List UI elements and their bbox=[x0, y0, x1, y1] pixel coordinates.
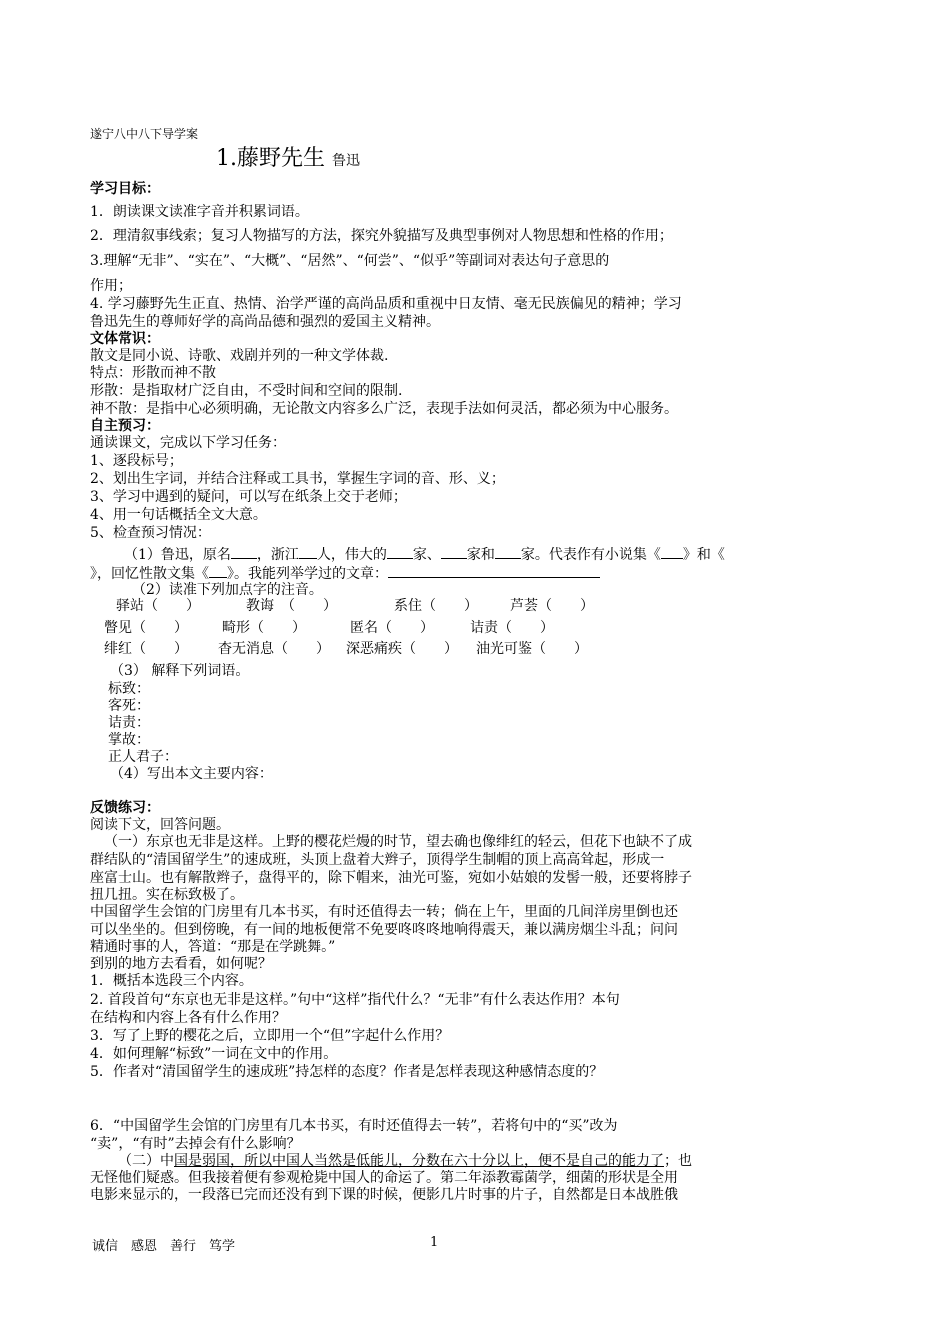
task-item: 2、划出生字词，并结合注释或工具书，掌握生字词的音、形、义； bbox=[90, 471, 505, 487]
pinyin-item: 芦荟（ ） bbox=[510, 598, 594, 614]
vocab-term: 正人君子： bbox=[108, 749, 178, 765]
exercise-question-cont: 在结构和内容上各有什么作用？ bbox=[90, 1010, 286, 1026]
answer-blank[interactable] bbox=[231, 545, 257, 559]
answer-blank[interactable] bbox=[661, 545, 683, 559]
feedback-intro: 阅读下文，回答问题。 bbox=[90, 817, 230, 833]
exercise-question: 2. 首段首句“东京也无非是这样。”句中“这样”指代什么？“无非”有什么表达作用？本句 bbox=[90, 992, 620, 1008]
pinyin-item: 绯红（ ） bbox=[104, 641, 188, 657]
pinyin-item: 系住（ ） bbox=[394, 598, 478, 614]
task-item: 4、用一句话概括全文大意。 bbox=[90, 507, 267, 523]
fill-blank-question-cont: 》，回忆性散文集《 》。我能列举学过的文章： bbox=[90, 564, 600, 582]
answer-blank[interactable] bbox=[299, 545, 317, 559]
goals-heading: 学习目标： bbox=[90, 181, 160, 197]
exercise-question: 1．概括本选段三个内容。 bbox=[90, 973, 253, 989]
passage-line: 到别的地方去看看，如何呢？ bbox=[90, 956, 272, 972]
pinyin-question: （2）读准下列加点字的注音。 bbox=[132, 582, 323, 598]
author-name: 鲁迅 bbox=[332, 153, 360, 169]
answer-blank[interactable] bbox=[441, 545, 467, 559]
goal-4-cont: 鲁迅先生的尊师好学的高尚品德和强烈的爱国主义精神。 bbox=[90, 314, 440, 330]
passage-line: （二）中国是弱国，所以中国人当然是低能儿，分数在六十分以上，便不是自己的能力了；也 bbox=[118, 1153, 692, 1169]
pinyin-item: 杳无消息（ ） bbox=[218, 641, 330, 657]
vocab-question: （3） 解释下列词语。 bbox=[110, 663, 250, 679]
summary-question: （4）写出本文主要内容： bbox=[110, 766, 273, 782]
passage-line: 电影来显示的，一段落已完而还没有到下课的时候，便影几片时事的片子，自然都是日本战胜俄 bbox=[90, 1187, 678, 1203]
feedback-heading: 反馈练习： bbox=[90, 800, 160, 816]
exercise-question: 3．写了上野的樱花之后，立即用一个“但”字起什么作用？ bbox=[90, 1028, 450, 1044]
genre-line: 特点：形散而神不散 bbox=[90, 365, 216, 381]
page-title bbox=[216, 146, 360, 174]
exercise-question-cont: “卖”，“有时”去掉会有什么影响？ bbox=[90, 1136, 301, 1152]
genre-line: 形散：是指取材广泛自由，不受时间和空间的限制. bbox=[90, 383, 403, 399]
genre-line: 散文是同小说、诗歌、戏剧并列的一种文学体裁. bbox=[90, 348, 389, 364]
task-item: 3、学习中遇到的疑问，可以写在纸条上交于老师； bbox=[90, 489, 407, 505]
exercise-question: 4．如何理解“标致”一词在文中的作用。 bbox=[90, 1046, 338, 1062]
genre-heading: 文体常识： bbox=[90, 331, 160, 347]
goal-2: 2．理清叙事线索；复习人物描写的方法，探究外貌描写及典型事例对人物思想和性格的作用； bbox=[90, 228, 673, 244]
passage-line: 无怪他们疑惑。但我接着便有参观枪毙中国人的命运了。第二年添教霉菌学，细菌的形状是全用 bbox=[90, 1170, 678, 1186]
passage-line: 群结队的“清国留学生”的速成班，头顶上盘着大辫子，顶得学生制帽的顶上高高耸起，形成一 bbox=[90, 852, 665, 868]
pinyin-item: 深恶痛疾（ ） bbox=[346, 641, 458, 657]
school-header: 遂宁八中八下导学案 bbox=[90, 127, 199, 141]
goal-3-cont: 作用； bbox=[90, 278, 132, 294]
pinyin-item: 瞥见（ ） bbox=[104, 620, 188, 636]
goal-4: 4. 学习藤野先生正直、热情、治学严谨的高尚品质和重视中日友情、毫无民族偏见的精神；学习 bbox=[90, 296, 682, 312]
goal-1: 1．朗读课文读准字音并积累词语。 bbox=[90, 204, 309, 220]
genre-line: 神不散：是指中心必须明确，无论散文内容多么广泛，表现手法如何灵活，都必须为中心服务。 bbox=[90, 401, 678, 417]
goal-3: 3.理解“无非”、“实在”、“大概”、“居然”、“何尝”、“似乎”等副词对表达句子意思的 bbox=[90, 253, 610, 269]
footer-motto: 诚信 感恩 善行 笃学 bbox=[92, 1239, 236, 1254]
passage-line: 可以坐坐的。但到傍晚，有一间的地板便常不免要咚咚咚地响得震天，兼以满房烟尘斗乱；问问 bbox=[90, 922, 678, 938]
vocab-term: 诘责： bbox=[108, 715, 150, 731]
pinyin-item: 驿站（ ） bbox=[116, 598, 200, 614]
answer-blank[interactable] bbox=[387, 545, 413, 559]
exercise-question: 6．“中国留学生会馆的门房里有几本书买，有时还值得去一转”，若将句中的“买”改为 bbox=[90, 1118, 618, 1134]
passage-line: （一）东京也无非是这样。上野的樱花烂熳的时节，望去确也像绯红的轻云，但花下也缺不了成 bbox=[104, 834, 692, 850]
underlined-sentence: 国是弱国，所以中国人当然是低能儿，分数在六十分以上，便不是自己的能力了 bbox=[174, 1153, 664, 1169]
pinyin-item: 油光可鉴（ ） bbox=[476, 641, 588, 657]
passage-line: 精通时事的人，答道：“那是在学跳舞。” bbox=[90, 939, 336, 955]
passage-line: 扭几扭。实在标致极了。 bbox=[90, 887, 244, 903]
vocab-term: 客死： bbox=[108, 698, 150, 714]
vocab-term: 掌故： bbox=[108, 732, 150, 748]
preview-heading: 自主预习： bbox=[90, 418, 160, 434]
exercise-question: 5．作者对“清国留学生的速成班”持怎样的态度？作者是怎样表现这种感情态度的？ bbox=[90, 1064, 604, 1080]
task-item: 5、检查预习情况： bbox=[90, 525, 211, 541]
title-text: 1.藤野先生 bbox=[216, 146, 325, 171]
answer-blank[interactable] bbox=[209, 564, 227, 578]
pinyin-item: 教诲 （ ） bbox=[246, 598, 337, 614]
passage-line: 座富士山。也有解散辫子，盘得平的，除下帽来，油光可鉴，宛如小姑娘的发髻一般，还要将脖子 bbox=[90, 870, 692, 886]
preview-intro: 通读课文，完成以下学习任务： bbox=[90, 435, 286, 451]
answer-blank[interactable] bbox=[495, 545, 521, 559]
pinyin-item: 匿名（ ） bbox=[350, 620, 434, 636]
fill-blank-question: （1）鲁迅，原名 ，浙江 人，伟大的 家、 家和 家。代表作有小说集《 》和《 bbox=[124, 547, 725, 563]
task-item: 1、逐段标号； bbox=[90, 453, 183, 469]
page-number: 1 bbox=[430, 1235, 439, 1250]
pinyin-item: 诘责（ ） bbox=[470, 620, 554, 636]
pinyin-item: 畸形（ ） bbox=[222, 620, 306, 636]
answer-blank[interactable] bbox=[388, 564, 600, 578]
passage-line: 中国留学生会馆的门房里有几本书买，有时还值得去一转；倘在上午，里面的几间洋房里倒也还 bbox=[90, 904, 678, 920]
vocab-term: 标致： bbox=[108, 681, 150, 697]
